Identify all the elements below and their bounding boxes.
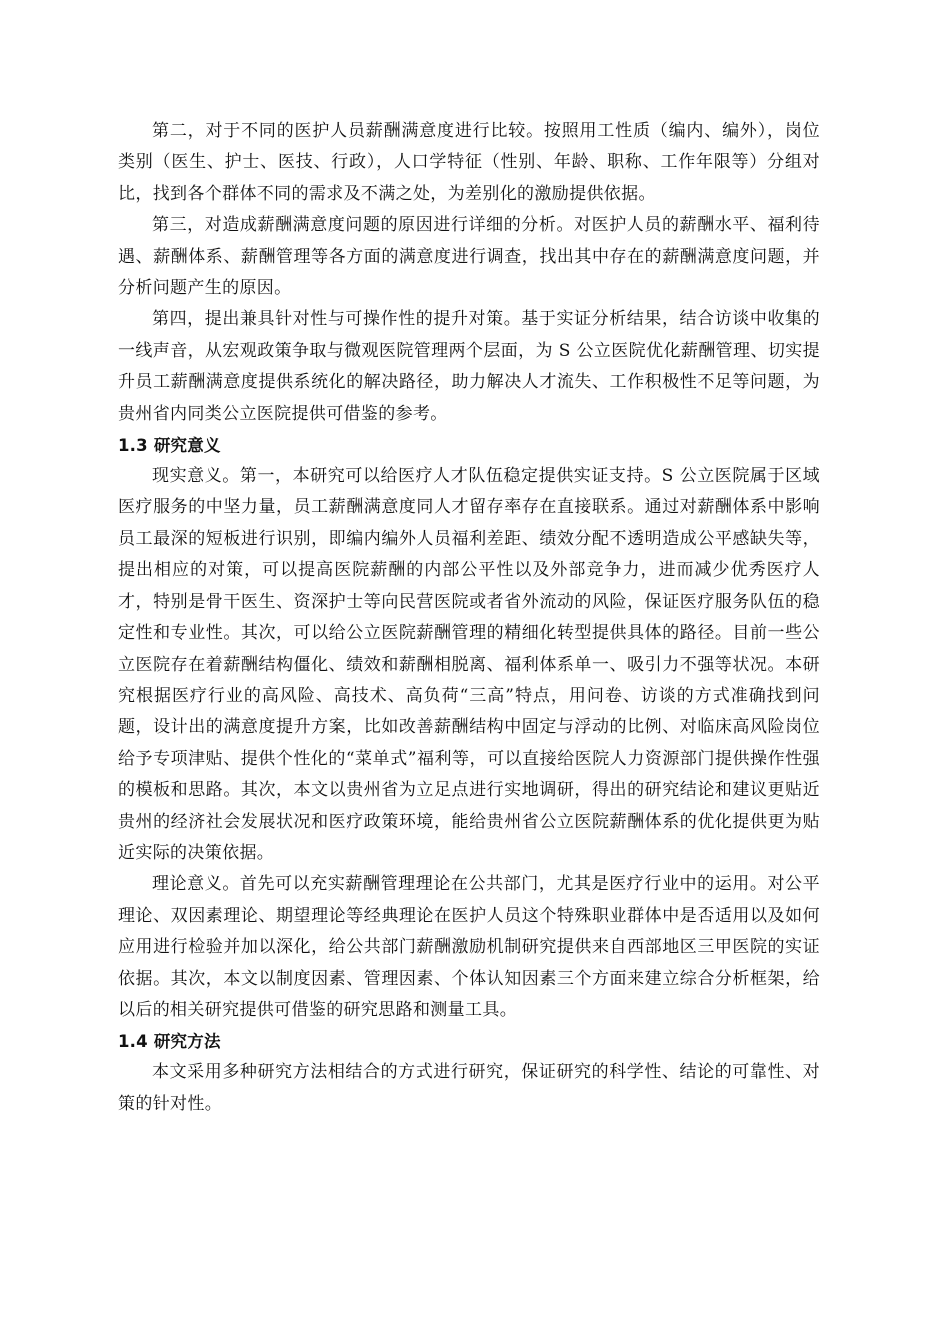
section-title: 研究方法 [153, 1032, 221, 1052]
section-heading-methods [118, 1026, 820, 1057]
page-body [118, 116, 820, 1120]
section-title: 研究意义 [153, 436, 221, 456]
paragraph-methods-intro: 本文采用多种研究方法相结合的方式进行研究，保证研究的科学性、结论的可靠性、对策的针对性。 [118, 1062, 820, 1114]
section-number: 1.3 [118, 436, 148, 456]
paragraph-countermeasures: 第四，提出兼具针对性与可操作性的提升对策。基于实证分析结果，结合访谈中收集的一线声音，从宏观政策争取与微观医院管理两个层面，为 S 公立医院优化薪酬管理、切实提升员工薪酬满意度提供系统化的解决路径，助力解决人才流失、工作积极性不足等问题，为贵州省内同类公立医院提供可借鉴的参考。 [118, 309, 820, 424]
paragraph-cause-analysis: 第三，对造成薪酬满意度问题的原因进行详细的分析。对医护人员的薪酬水平、福利待遇、薪酬体系、薪酬管理等各方面的满意度进行调查，找出其中存在的薪酬满意度问题，并分析问题产生的原因。 [118, 215, 820, 299]
paragraph-comparison: 第二，对于不同的医护人员薪酬满意度进行比较。按照用工性质（编内、编外），岗位类别（医生、护士、医技、行政），人口学特征（性别、年龄、职称、工作年限等）分组对比，找到各个群体不同的需求及不满之处，为差别化的激励提供依据。 [118, 121, 820, 204]
paragraph-theoretical-significance: 理论意义。首先可以充实薪酬管理理论在公共部门，尤其是医疗行业中的运用。对公平理论、双因素理论、期望理论等经典理论在医护人员这个特殊职业群体中是否适用以及如何应用进行检验并加以深化，给公共部门薪酬激励机制研究提供来自西部地区三甲医院的实证依据。其次，本文以制度因素、管理因素、个体认知因素三个方面来建立综合分析框架，给以后的相关研究提供可借鉴的研究思路和测量工具。 [118, 874, 820, 1020]
section-heading-significance [118, 430, 820, 461]
section-number: 1.4 [118, 1032, 148, 1052]
paragraph-practical-significance: 现实意义。第一，本研究可以给医疗人才队伍稳定提供实证支持。S 公立医院属于区域医疗服务的中坚力量，员工薪酬满意度同人才留存率存在直接联系。通过对薪酬体系中影响员工最深的短板进行识别，即编内编外人员福利差距、绩效分配不透明造成公平感缺失等，提出相应的对策，可以提高医院薪酬的内部公平性以及外部竞争力，进而减少优秀医疗人才，特别是骨干医生、资深护士等向民营医院或者省外流动的风险，保证医疗服务队伍的稳定性和专业性。其次，可以给公立医院薪酬管理的精细化转型提供具体的路径。目前一些公立医院存在着薪酬结构僵化、绩效和薪酬相脱离、福利体系单一、吸引力不强等状况。本研究根据医疗行业的高风险、高技术、高负荷“三高”特点，用问卷、访谈的方式准确找到问题，设计出的满意度提升方案，比如改善薪酬结构中固定与浮动的比例、对临床高风险岗位给予专项津贴、提供个性化的“菜单式”福利等，可以直接给医院人力资源部门提供操作性强的模板和思路。其次，本文以贵州省为立足点进行实地调研，得出的研究结论和建议更贴近贵州的经济社会发展状况和医疗政策环境，能给贵州省公立医院薪酬体系的优化提供更为贴近实际的决策依据。 [118, 466, 820, 863]
